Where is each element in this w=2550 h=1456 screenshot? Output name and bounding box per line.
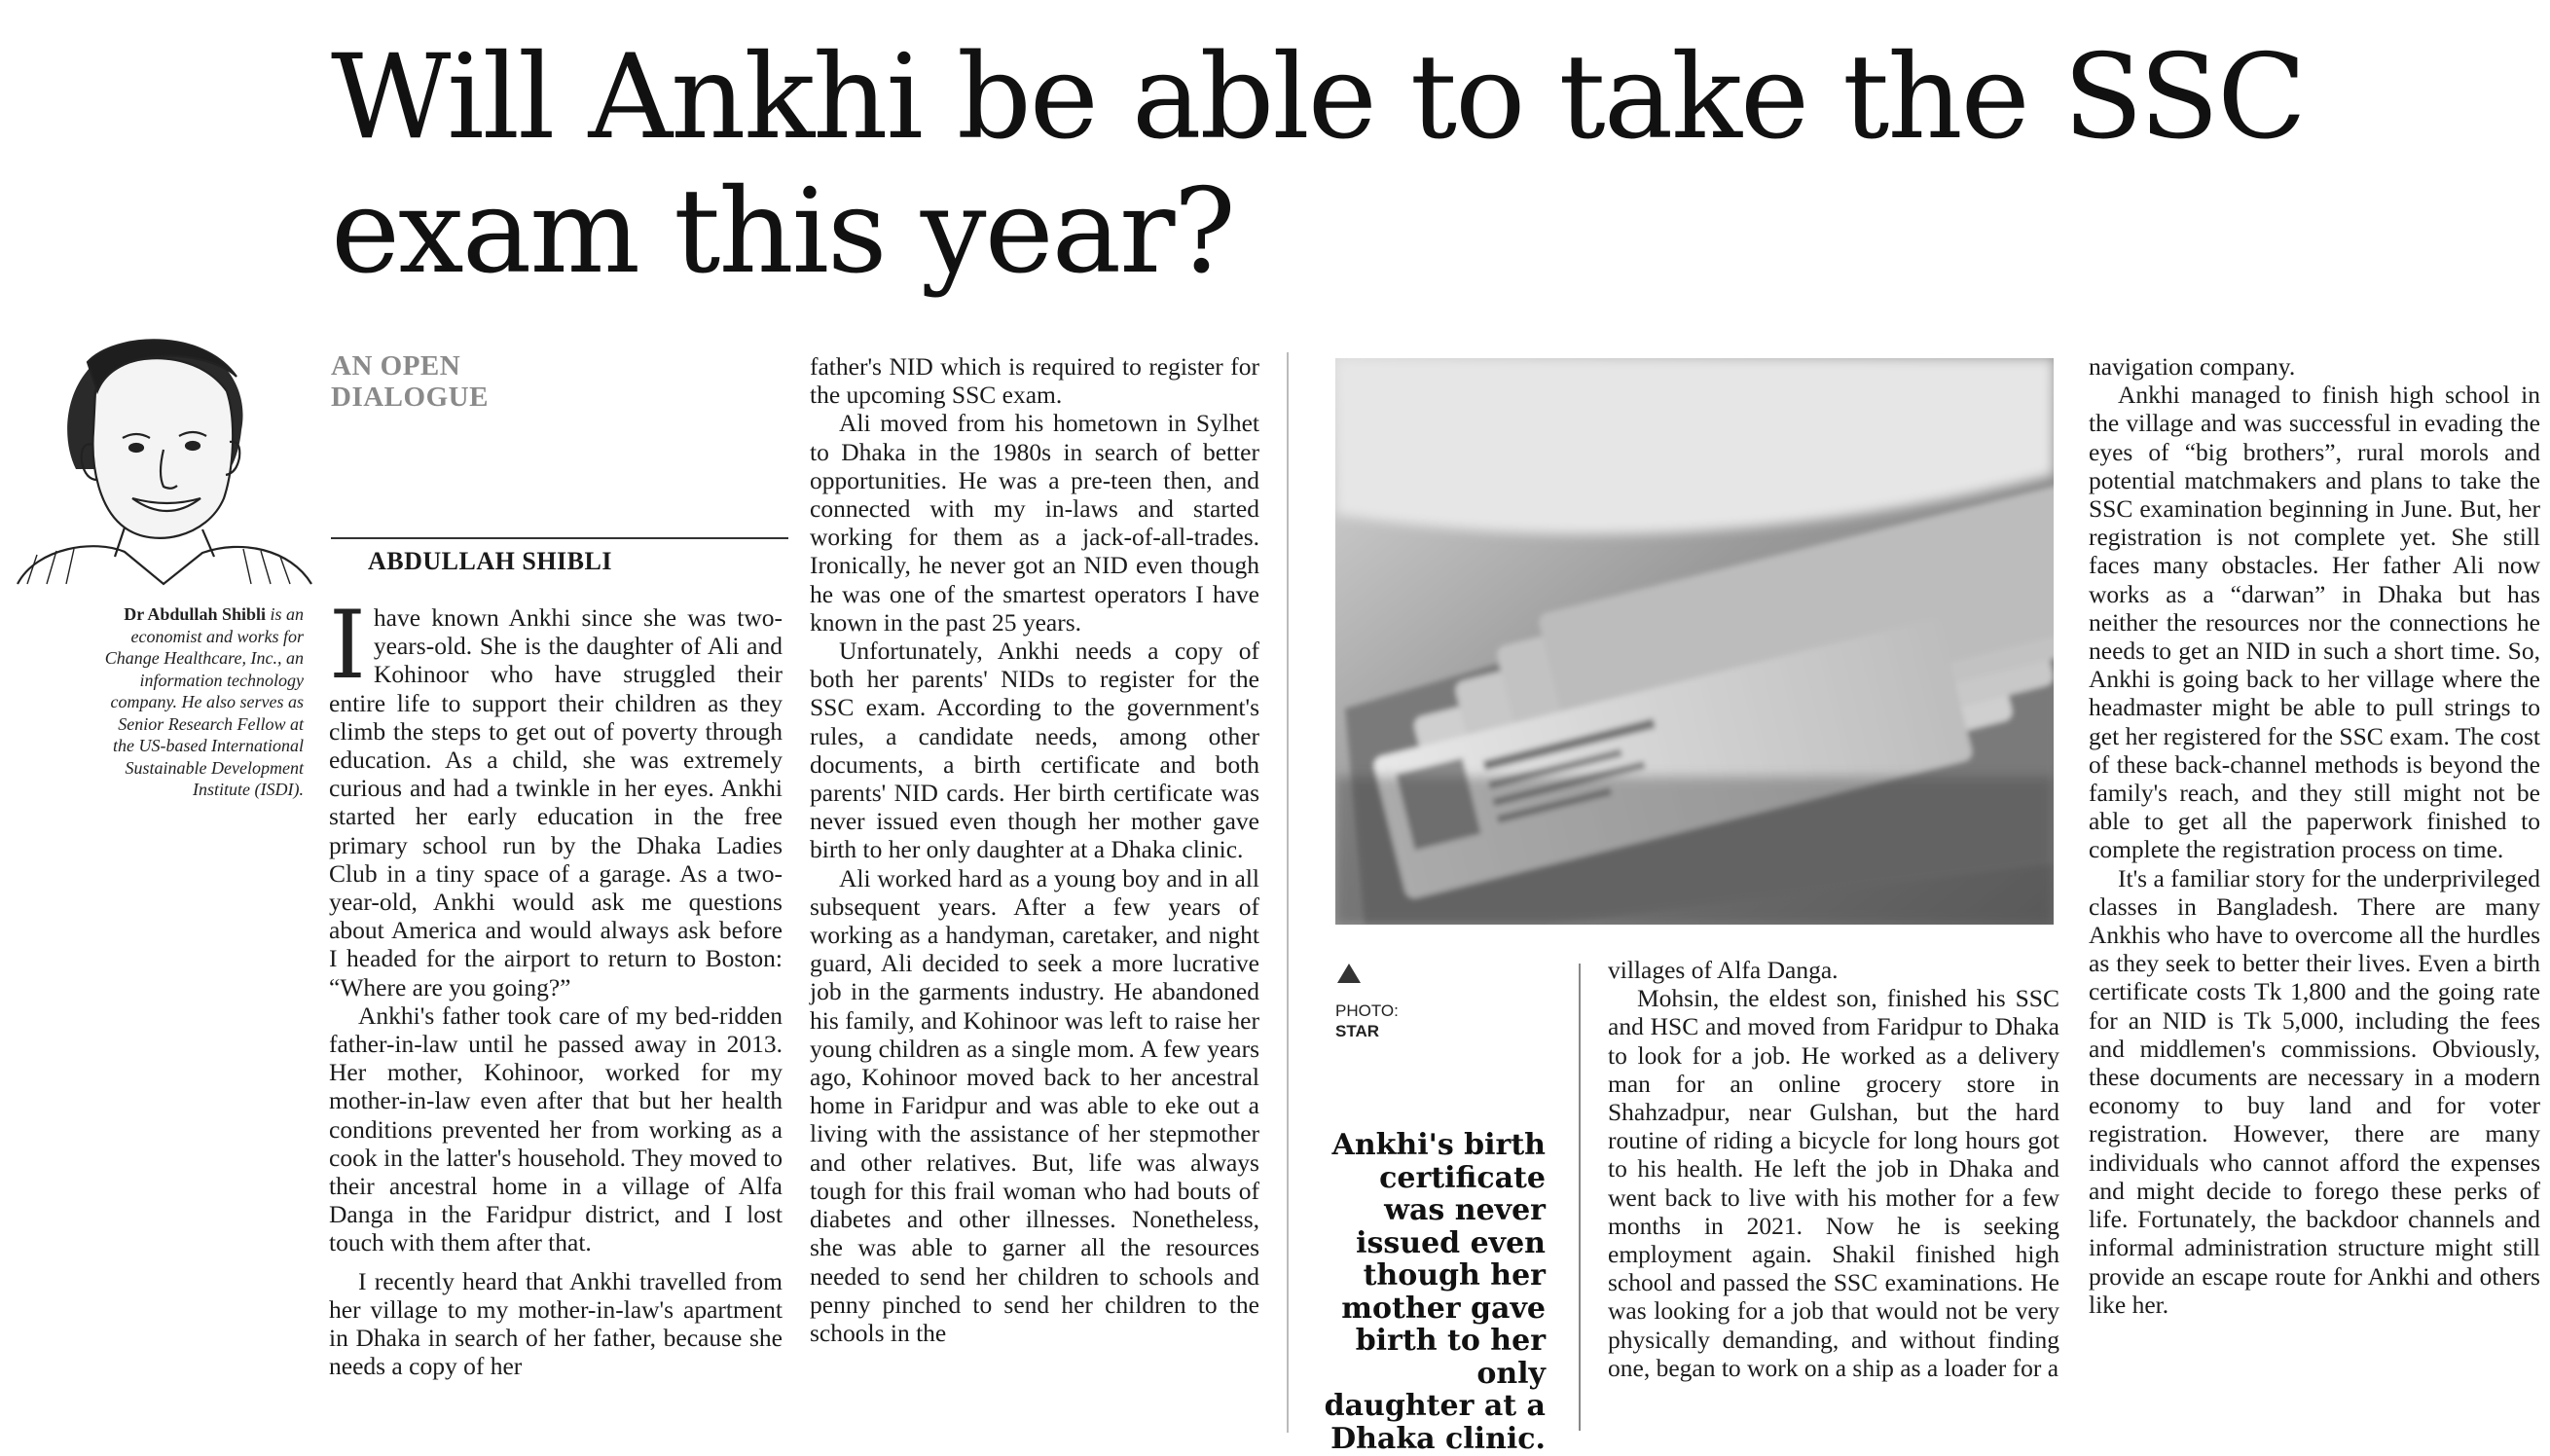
section-kicker [331,350,489,413]
col3-paragraph-1: villages of Alfa Danga. [1608,956,1839,984]
nid-cards-photo [1335,358,2054,925]
headline: Will Ankhi be able to take the SSC exam this year? [331,30,2305,300]
article-column-4 [2089,352,2540,1319]
kicker-line-1: AN OPEN [331,350,461,382]
author-bio [97,603,304,801]
col4-paragraph-3: It's a familiar story for the underprivileged classes in Bangladesh. There are many Ankhis who have to overcome all the hurdles as they seek to better their lives. Even a birth certificate costs Tk 1,800 and the going rate for an NID is Tk 5,000, including the fees and middlemen's commissions. Obviously, these documents are necessary in a modern economy to buy land and for voter registration. However, there are many individuals who cannot afford the expenses and might decide to forego these perks of life. Fortunately, the backdoor channels and informal administration structure might still provide an escape route for Ankhi and others like her. [2089,863,2540,1319]
article-column-2 [810,352,1259,1347]
photo-credit [1335,1001,1399,1041]
col4-paragraph-2: Ankhi managed to finish high school in the village and was successful in evading the eyes of “big brothers”, rural morols and potential matchmakers and plans to take the SSC examination beginning in June. But, her registration is not complete yet. She still faces many obstacles. Her father Ali now works as a “darwan” in Dhaka but has neither the resources nor the connections he needs to get an NID in such a short time. So, Ankhi is going back to her village where the headmaster might be able to pull strings to get her registered for the SSC exam. The cost of these back-channel methods is beyond the family's reach, and they still might not be able to get all the paperwork finished to complete the registration process on time. [2089,381,2540,864]
col2-paragraph-2: Ali moved from his hometown in Sylhet to Dhaka in the 1980s in search of better opportunities. He was a pre-teen then, and connected with my in-laws and started working for them as a jack-of-all-trades. Ironically, he never got an NID even though he was one of the smartest operators I have known in the past 25 years. [810,409,1259,637]
col1-paragraph-1: have known Ankhi since she was two-years-old. She is the daughter of Ali and Kohinoor who have struggled their entire life to support their children as they climb the steps to get out of poverty through education. As a child, she was extremely curious and had a twinkle in her eyes. Ankhi started her early education in the free primary school run by the Dhaka Ladies Club in a tiny space of a garage. As a two-year-old, Ankhi would ask me questions about America and would always ask before I headed for the airport to return to Boston: “Where are you going?” [329,603,783,1001]
col2-paragraph-3: Unfortunately, Ankhi needs a copy of both her parents' NIDs to register for the SSC exam. According to the government's rules, a candidate needs, among other documents, a birth certificate and both parents' NID cards. Her birth certificate was never issued even though her mother gave birth to her only daughter at a Dhaka clinic. [810,637,1259,864]
col1-paragraph-3: I recently heard that Ankhi travelled from her village to my mother-in-law's apartment in Dhaka in search of her father, because she needs a copy of her [329,1266,783,1381]
article-column-1 [329,591,783,1381]
col3-paragraph-2: Mohsin, the eldest son, finished his SSC and HSC and moved from Faridpur to Dhaka to look for a job. He worked as a delivery man for an online grocery store in Shahzadpur, near Gulshan, but the hard routine of riding a bicycle for long hours got to his health. He left the job in Dhaka and went back to live with his mother for a few months in 2021. Now he is seeking employment again. Shakil finished high school and passed the SSC examinations. He was looking for a job that would not be very physically demanding, and without finding one, began to work on a ship as a loader for a [1608,984,2059,1382]
drop-cap: I [329,591,366,700]
kicker-line-2: DIALOGUE [331,382,489,413]
author-bio-text: is an economist and works for Change Healthcare, Inc., an information technology company. He also serves as Senior Research Fellow at the US-based International Sustainable Development Institute (ISDI). [104,604,304,799]
byline-divider [331,537,788,539]
author-bio-name: Dr Abdullah Shibli [124,604,266,624]
pull-quote: Ankhi's birth certificate was never issued even though her mother gave birth to her only daughter at a Dhaka clinic. [1324,1128,1546,1456]
author-portrait [8,323,319,586]
col4-paragraph-1: navigation company. [2089,352,2296,381]
photo-credit-source: STAR [1335,1022,1380,1040]
column-divider [1287,352,1289,1433]
triangle-up-icon [1335,962,1363,985]
col1-paragraph-2: Ankhi's father took care of my bed-ridden father-in-law until he passed away in 2013. Her mother, Kohinoor, worked for my mother-in-law even after that but her health conditions prevented her from working as a cook in the latter's household. They moved to their ancestral home in a village of Alfa Danga in the Faridpur district, and I lost touch with them after that. [329,1001,783,1257]
article-column-3 [1608,956,2059,1382]
photo-credit-label: PHOTO: [1335,1001,1399,1020]
col2-paragraph-1: father's NID which is required to register for the upcoming SSC exam. [810,352,1259,410]
author-byline: ABDULLAH SHIBLI [368,547,612,575]
col2-paragraph-4: Ali worked hard as a young boy and in all subsequent years. After a few years of working as a handyman, caretaker, and night guard, Ali decided to seek a more lucrative job in the garments industry. He abandoned his family, and Kohinoor was left to raise her young children as a single mom. A few years ago, Kohinoor moved back to her ancestral home in Faridpur and was able to eke out a living with the assistance of her stepmother and other relatives. But, life was always tough for this frail woman who had bouts of diabetes and other illnesses. Nonetheless, she was able to garner all the resources needed to send her children to schools and penny pinched to send her children to the schools in the [810,863,1259,1347]
pull-quote-divider [1579,964,1581,1431]
